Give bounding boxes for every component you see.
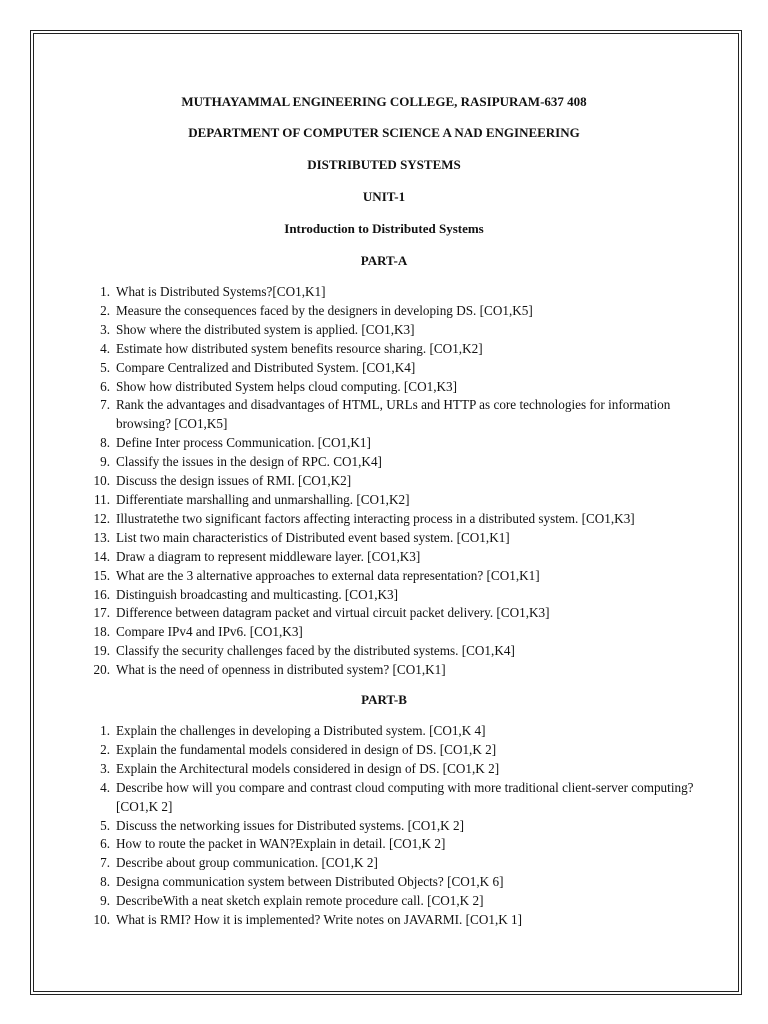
question-text: Measure the consequences faced by the designers in developing DS. [CO1,K5] (116, 302, 533, 318)
question-text: Compare Centralized and Distributed System. [CO1,K4] (116, 359, 416, 375)
college-name: MUTHAYAMMAL ENGINEERING COLLEGE, RASIPURAM-637 408 (181, 94, 587, 109)
question-item (84, 529, 724, 548)
question-text: Classify the security challenges faced by the distributed systems. [CO1,K4] (116, 643, 515, 659)
question-item (84, 548, 724, 567)
question-item (84, 453, 724, 472)
question-text: What is the need of openness in distributed system? [CO1,K1] (116, 662, 446, 678)
question-text: Show how distributed System helps cloud computing. [CO1,K3] (116, 378, 458, 394)
part-b-question-list (84, 722, 724, 930)
question-number: 10. (93, 912, 110, 928)
question-item (84, 873, 724, 892)
question-item (84, 567, 724, 586)
question-text: Explain the Architectural models considered in design of DS. [CO1,K 2] (116, 760, 500, 776)
question-number: 19. (93, 643, 110, 659)
question-text: DescribeWith a neat sketch explain remote procedure call. [CO1,K 2] (116, 893, 484, 909)
question-text: Describe how will you compare and contrast cloud computing with more traditional client-server computing? [CO1,K 2] (116, 779, 694, 814)
question-item (84, 321, 724, 340)
question-text: What are the 3 alternative approaches to external data representation? [CO1,K1] (116, 567, 540, 583)
question-number: 2. (100, 741, 110, 757)
question-text: Draw a diagram to represent middleware layer. [CO1,K3] (116, 548, 421, 564)
question-number: 15. (93, 567, 110, 583)
question-number: 9. (100, 454, 110, 470)
question-text: What is RMI? How it is implemented? Write notes on JAVARMI. [CO1,K 1] (116, 912, 523, 928)
question-item (84, 642, 724, 661)
part-a-question-list (84, 283, 724, 680)
question-text: List two main characteristics of Distributed event based system. [CO1,K1] (116, 529, 510, 545)
question-item (84, 359, 724, 378)
question-item (84, 510, 724, 529)
question-text: Classify the issues in the design of RPC. CO1,K4] (116, 454, 382, 470)
question-item (84, 892, 724, 911)
department-name: DEPARTMENT OF COMPUTER SCIENCE A NAD ENGINEERING (188, 125, 580, 140)
question-text: Rank the advantages and disadvantages of HTML, URLs and HTTP as core technologies for information browsing? [CO1,K5] (116, 397, 671, 432)
question-item (84, 854, 724, 873)
question-item (84, 378, 724, 397)
question-number: 1. (100, 284, 110, 299)
question-item (84, 472, 724, 491)
question-text: Show where the distributed system is applied. [CO1,K3] (116, 321, 415, 337)
question-number: 5. (100, 817, 110, 833)
question-text: Explain the challenges in developing a Distributed system. [CO1,K 4] (116, 723, 486, 738)
unit-title: Introduction to Distributed Systems (284, 221, 484, 236)
question-text: Discuss the design issues of RMI. [CO1,K2] (116, 473, 352, 489)
question-number: 4. (100, 340, 110, 356)
question-number: 5. (100, 359, 110, 375)
question-item (84, 722, 724, 741)
question-number: 16. (93, 586, 110, 602)
question-text: Estimate how distributed system benefits resource sharing. [CO1,K2] (116, 340, 483, 356)
question-item (84, 586, 724, 605)
question-number: 8. (100, 874, 110, 890)
question-number: 3. (100, 760, 110, 776)
question-item (84, 623, 724, 642)
question-text: Difference between datagram packet and virtual circuit packet delivery. [CO1,K3] (116, 605, 550, 621)
question-text: Discuss the networking issues for Distributed systems. [CO1,K 2] (116, 817, 464, 833)
question-number: 17. (93, 605, 110, 621)
question-number: 9. (100, 893, 110, 909)
question-number: 14. (93, 548, 110, 564)
question-item (84, 302, 724, 321)
question-text: Designa communication system between Distributed Objects? [CO1,K 6] (116, 874, 504, 890)
question-item (84, 434, 724, 453)
question-text: Explain the fundamental models considered in design of DS. [CO1,K 2] (116, 741, 497, 757)
question-item (84, 283, 724, 302)
question-text: Illustratethe two significant factors affecting interacting process in a distributed system. [CO1,K3] (116, 510, 635, 526)
unit-label: UNIT-1 (362, 189, 406, 204)
question-item (84, 491, 724, 510)
question-text: Define Inter process Communication. [CO1,K1] (116, 435, 371, 451)
question-text: Describe about group communication. [CO1,K 2] (116, 855, 378, 871)
question-item (84, 396, 724, 434)
subject-title: DISTRIBUTED SYSTEMS (307, 157, 461, 172)
question-item (84, 741, 724, 760)
question-number: 3. (100, 321, 110, 337)
question-number: 12. (93, 510, 110, 526)
question-item (84, 817, 724, 836)
question-number: 7. (100, 855, 110, 871)
question-number: 4. (100, 779, 110, 795)
question-number: 10. (93, 473, 110, 489)
question-text: Differentiate marshalling and unmarshalling. [CO1,K2] (116, 491, 410, 507)
question-number: 6. (100, 836, 110, 852)
question-number: 8. (100, 435, 110, 451)
question-text: Distinguish broadcasting and multicasting. [CO1,K3] (116, 586, 399, 602)
question-text: What is Distributed Systems?[CO1,K1] (116, 284, 326, 299)
question-item (84, 779, 724, 817)
question-number: 13. (93, 529, 110, 545)
question-text: How to route the packet in WAN?Explain in detail. [CO1,K 2] (116, 836, 446, 852)
question-number: 6. (100, 378, 110, 394)
question-item (84, 911, 724, 930)
question-number: 18. (93, 624, 110, 640)
question-item (84, 604, 724, 623)
question-number: 11. (94, 491, 110, 507)
part-b-title: PART-B (361, 692, 407, 707)
question-item (84, 661, 724, 680)
question-number: 7. (100, 397, 110, 413)
question-number: 1. (100, 723, 110, 738)
question-item (84, 340, 724, 359)
question-item (84, 760, 724, 779)
question-number: 2. (100, 302, 110, 318)
question-item (84, 835, 724, 854)
question-text: Compare IPv4 and IPv6. [CO1,K3] (116, 624, 303, 640)
question-number: 20. (93, 662, 110, 678)
part-a-title: PART-A (360, 253, 408, 268)
